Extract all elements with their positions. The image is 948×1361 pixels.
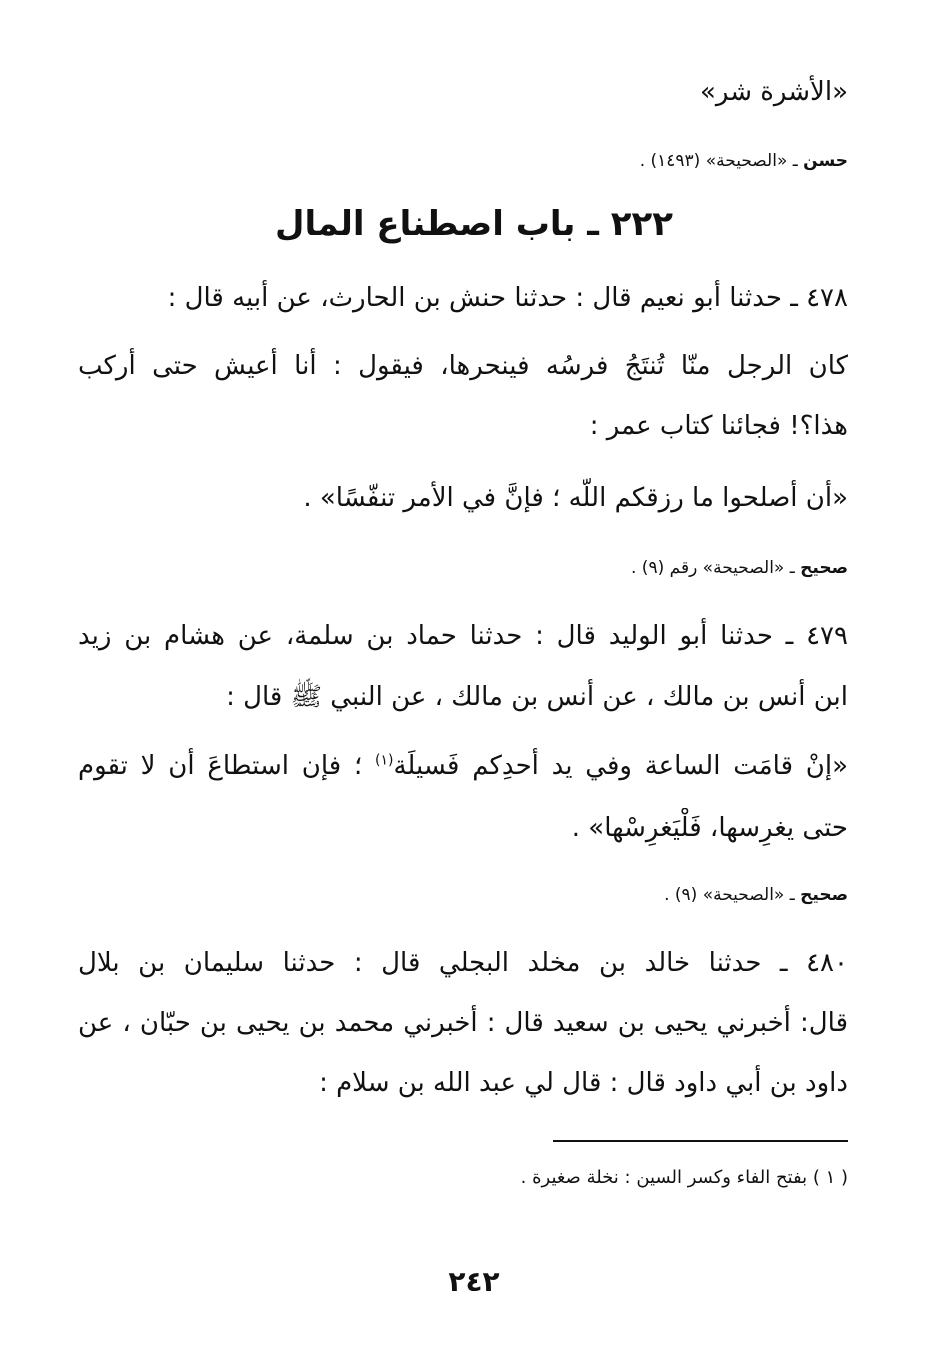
page-number: ٢٤٢ <box>448 1265 500 1298</box>
hadith-480-line-1: ٤٨٠ ـ حدثنا خالد بن مخلد البجلي قال : حدثنا سليمان بن بلال <box>78 948 848 978</box>
hadith-479-text: «إنْ قامَت الساعة وفي يد أحدِكم فَسيلَة <box>393 751 848 781</box>
grade-label: صحيح <box>800 558 848 578</box>
hadith-478-line-3: هذا؟! فجائنا كتاب عمر : <box>589 411 848 441</box>
grade-reference: ـ «الصحيحة» (٩) . <box>664 885 801 905</box>
grade-label: صحيح <box>800 885 848 905</box>
footnote-separator <box>553 1140 848 1142</box>
hadith-479-line-4: حتى يغرِسها، فَلْيَغرِسْها» . <box>571 813 848 843</box>
hadith-480-line-3: داود بن أبي داود قال : قال لي عبد الله بن سلام : <box>319 1068 848 1098</box>
grade-label: حسن <box>803 151 848 171</box>
hadith-478-line-4: «أن أصلحوا ما رزقكم اللّه ؛ فإنَّ في الأمر تنفّسًا» . <box>303 483 848 513</box>
hadith-479-text: ؛ فإن استطاعَ أن لا تقوم <box>78 751 375 781</box>
grade-note <box>78 146 848 176</box>
hadith-478-line-1: ٤٧٨ ـ حدثنا أبو نعيم قال : حدثنا حنش بن الحارث، عن أبيه قال : <box>167 283 848 313</box>
chapter-title: ٢٢٢ ـ باب اصطناع المال <box>275 204 673 244</box>
footnote-marker: (١) <box>375 752 394 769</box>
footnote: ( ١ ) بفتح الفاء وكسر السين : نخلة صغيرة . <box>520 1167 848 1188</box>
quote-line: «الأشرة شر» <box>699 77 848 107</box>
grade-reference: ـ «الصحيحة» (١٤٩٣) . <box>639 151 804 171</box>
hadith-478-line-2: كان الرجل منّا تُنتَجُ فرسُه فينحرها، فيقول : أنا أعيش حتى أركب <box>78 351 848 381</box>
hadith-479-line-2: ابن أنس بن مالك ، عن أنس بن مالك ، عن النبي ﷺ قال : <box>226 682 848 712</box>
grade-reference: ـ «الصحيحة» رقم (٩) . <box>631 558 801 578</box>
hadith-479-line-1: ٤٧٩ ـ حدثنا أبو الوليد قال : حدثنا حماد بن سلمة، عن هشام بن زيد <box>78 621 848 651</box>
hadith-480-line-2: قال: أخبرني يحيى بن سعيد قال : أخبرني محمد بن يحيى بن حبّان ، عن <box>78 1008 848 1038</box>
grade-note <box>78 553 848 583</box>
grade-note <box>78 880 848 910</box>
hadith-479-line-3 <box>78 746 848 786</box>
